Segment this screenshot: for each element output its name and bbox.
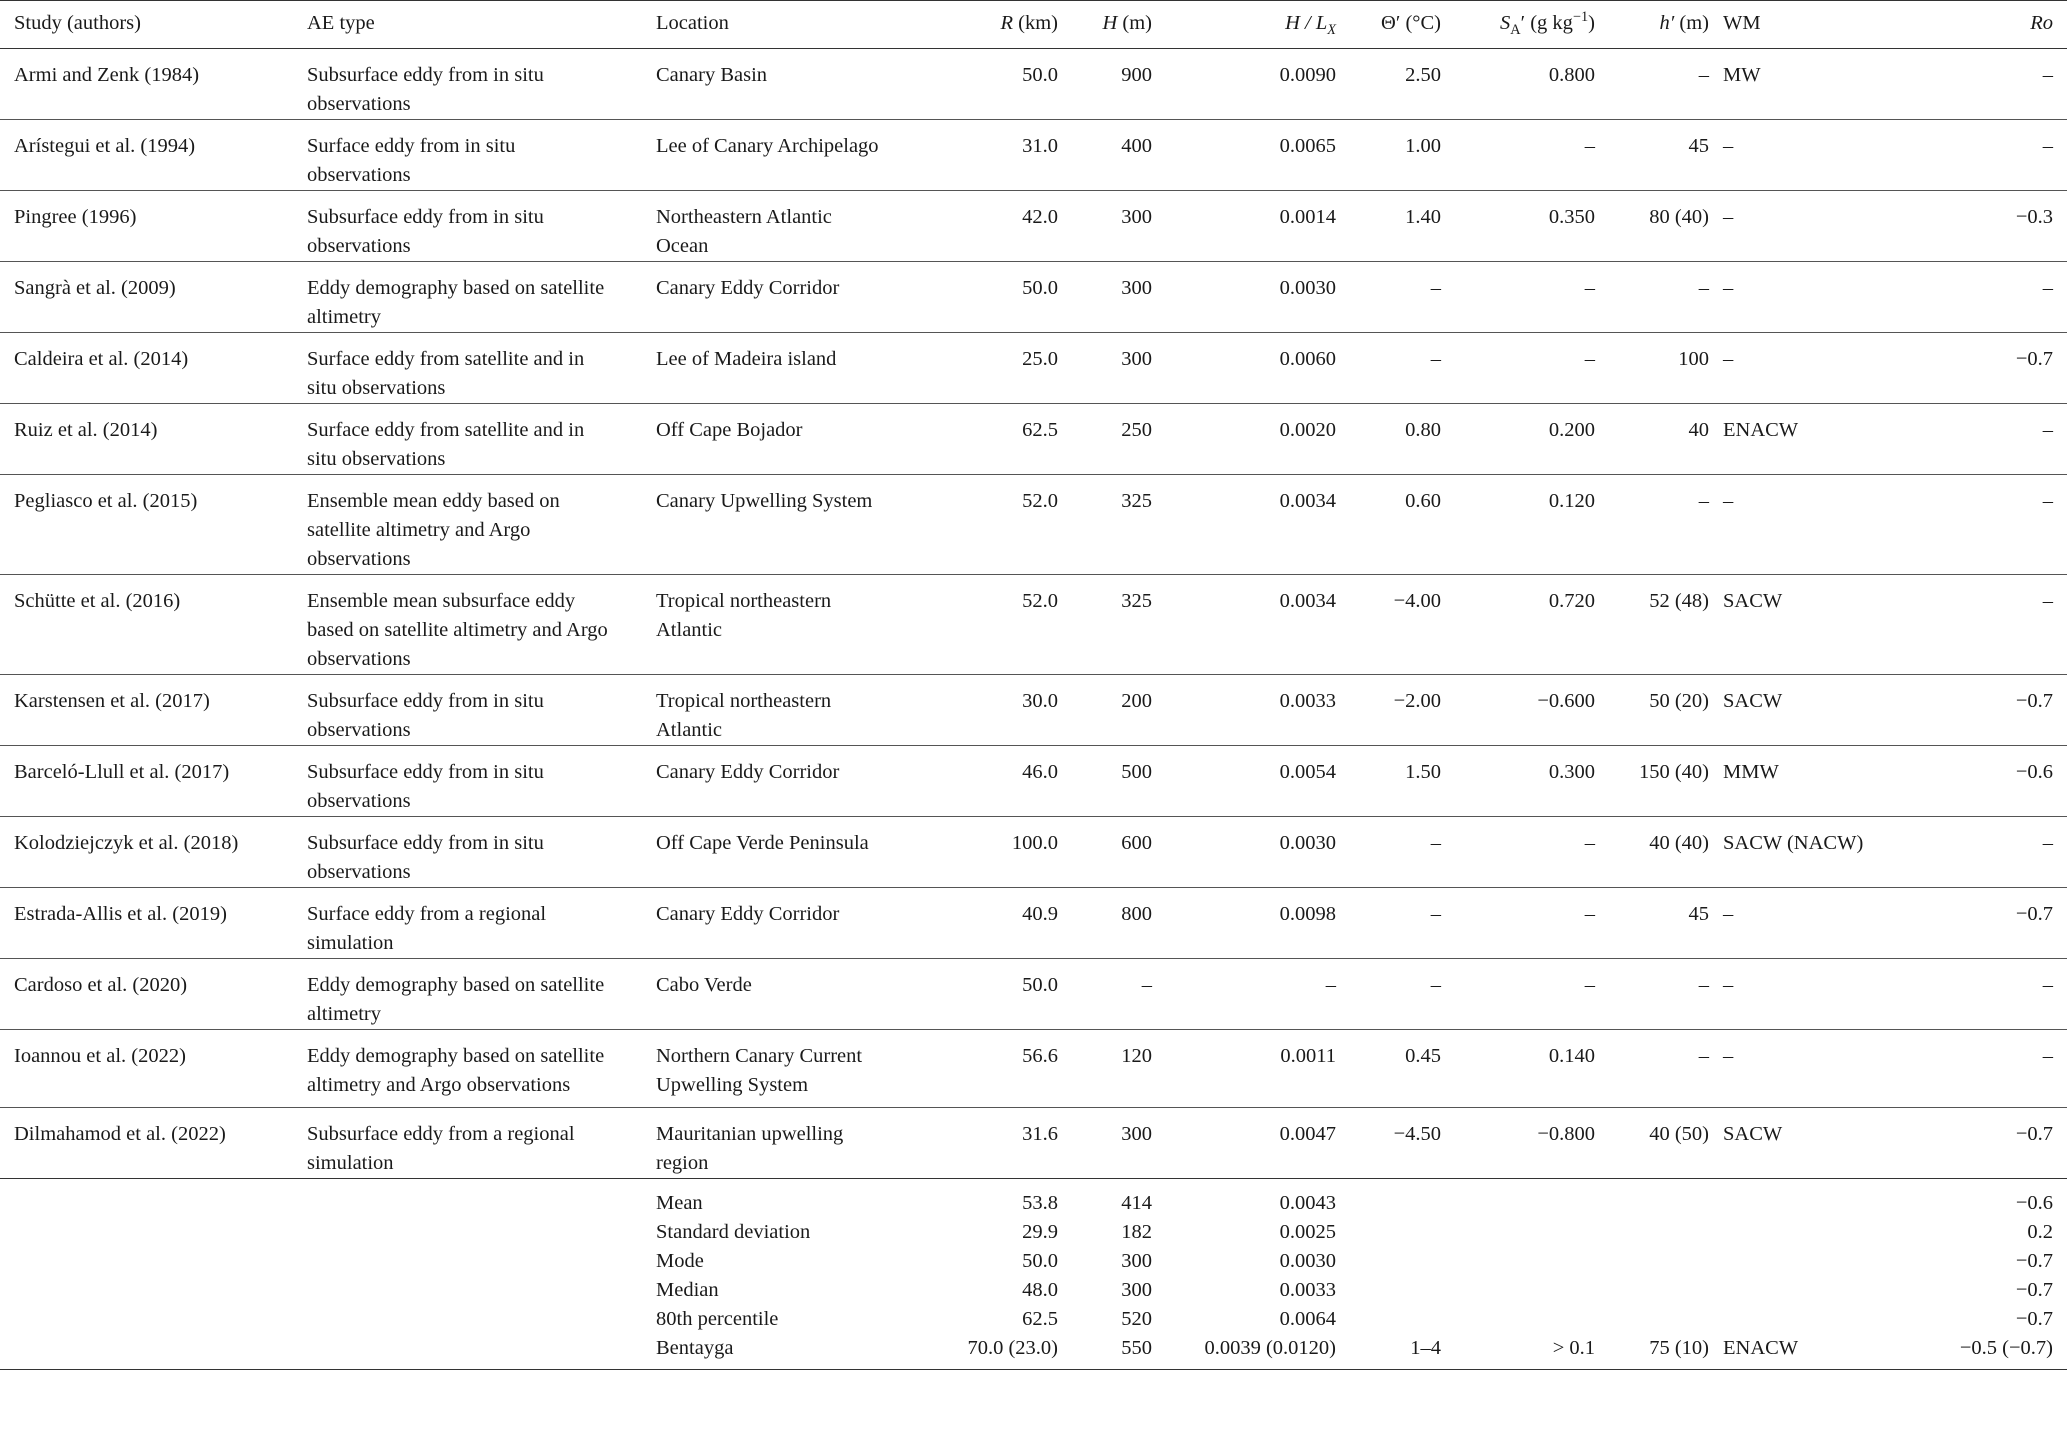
cell-study: Arístegui et al. (1994) [14, 135, 196, 157]
header-salinity: $S_A'$ (g $kg^{-1}$) [1441, 1, 1595, 49]
cell-radius: 52.0 [1022, 590, 1058, 612]
cell-theta: – [1430, 903, 1441, 925]
summary-row [0, 1179, 2067, 1219]
cell-salinity: 0.120 [1548, 490, 1595, 512]
cell-aspect-ratio: 0.0090 [1279, 64, 1336, 86]
cell-rossby: – [2042, 832, 2053, 854]
cell-salinity: 0.350 [1548, 206, 1595, 228]
cell-water-mass: SACW (NACW) [1723, 832, 1864, 854]
cell-height: 300 [1121, 1123, 1152, 1145]
cell-stat-label: Mode [656, 1250, 704, 1272]
cell-salinity: 0.300 [1548, 761, 1595, 783]
cell-blank [0, 1334, 307, 1370]
summary-row [0, 1218, 2067, 1247]
cell-aspect-ratio: 0.0030 [1279, 1250, 1336, 1272]
cell-stat-label: Bentayga [656, 1337, 734, 1359]
cell-height: 325 [1121, 590, 1152, 612]
cell-h-prime [1595, 1276, 1709, 1305]
cell-theta: 1.40 [1405, 206, 1441, 228]
table-row [0, 575, 2067, 675]
cell-theta [1336, 1247, 1441, 1276]
cell-height: 300 [1121, 206, 1152, 228]
cell-water-mass: – [1723, 490, 1734, 512]
cell-study: Sangrà et al. (2009) [14, 277, 176, 299]
cell-water-mass: SACW [1723, 590, 1783, 612]
cell-water-mass: SACW [1723, 690, 1783, 712]
table-row [0, 817, 2067, 888]
cell-ae-type: Surface eddy from a regional simulation [307, 903, 547, 954]
cell-stat-label: Mean [656, 1192, 703, 1214]
cell-rossby: −0.7 [2015, 1123, 2053, 1145]
cell-h-prime: 50 (20) [1649, 690, 1709, 712]
cell-ae-type: Surface eddy from satellite and in situ observations [307, 419, 585, 470]
table-row [0, 888, 2067, 959]
cell-radius: 53.8 [1022, 1192, 1058, 1214]
table-row [0, 1030, 2067, 1108]
cell-h-prime: 100 [1678, 348, 1709, 370]
cell-ae-type: Subsurface eddy from in situ observations [307, 832, 544, 883]
cell-rossby: – [2042, 277, 2053, 299]
cell-stat-label: Median [656, 1279, 719, 1301]
cell-radius: 40.9 [1022, 903, 1058, 925]
cell-study: Barceló-Llull et al. (2017) [14, 761, 230, 783]
cell-study: Kolodziejczyk et al. (2018) [14, 832, 239, 854]
cell-height: 300 [1121, 1279, 1152, 1301]
cell-study: Pegliasco et al. (2015) [14, 490, 198, 512]
cell-height: 550 [1121, 1337, 1152, 1359]
cell-radius: 50.0 [1022, 974, 1058, 996]
study-rows [0, 49, 2067, 1179]
cell-ae-type: Subsurface eddy from in situ observations [307, 690, 544, 741]
table-row [0, 120, 2067, 191]
cell-water-mass: ENACW [1723, 1337, 1799, 1359]
cell-location: Tropical northeastern Atlantic [656, 590, 832, 641]
cell-theta: 1–4 [1410, 1337, 1441, 1359]
cell-height: 325 [1121, 490, 1152, 512]
cell-rossby: −0.3 [2015, 206, 2053, 228]
cell-radius: 50.0 [1022, 64, 1058, 86]
table-row [0, 191, 2067, 262]
cell-location: Mauritanian upwelling region [656, 1123, 844, 1174]
cell-salinity: 0.720 [1548, 590, 1595, 612]
cell-study: Pingree (1996) [14, 206, 137, 228]
cell-h-prime: – [1698, 490, 1709, 512]
cell-study: Armi and Zenk (1984) [14, 64, 200, 86]
cell-study: Estrada-Allis et al. (2019) [14, 903, 227, 925]
cell-salinity: −0.800 [1537, 1123, 1595, 1145]
cell-radius: 70.0 (23.0) [967, 1337, 1058, 1359]
cell-theta: 1.50 [1405, 761, 1441, 783]
cell-rossby: – [2042, 135, 2053, 157]
cell-ae-type: Subsurface eddy from a regional simulation [307, 1123, 575, 1174]
cell-theta [1336, 1218, 1441, 1247]
cell-water-mass: – [1723, 135, 1734, 157]
table-row [0, 675, 2067, 746]
header-water-mass: WM [1709, 1, 1867, 49]
cell-theta: −2.00 [1393, 690, 1441, 712]
cell-aspect-ratio: 0.0033 [1279, 1279, 1336, 1301]
cell-blank [0, 1247, 307, 1276]
cell-location: Canary Upwelling System [656, 490, 873, 512]
cell-blank [307, 1305, 656, 1334]
cell-ae-type: Ensemble mean eddy based on satellite altimetry and Argo observations [307, 490, 560, 570]
cell-theta: 0.60 [1405, 490, 1441, 512]
cell-salinity: – [1584, 974, 1595, 996]
cell-water-mass: – [1723, 1045, 1734, 1067]
cell-height: 400 [1121, 135, 1152, 157]
cell-theta [1336, 1179, 1441, 1219]
cell-rossby: – [2042, 64, 2053, 86]
cell-radius: 62.5 [1022, 419, 1058, 441]
cell-blank [307, 1276, 656, 1305]
cell-blank [0, 1276, 307, 1305]
cell-radius: 52.0 [1022, 490, 1058, 512]
cell-aspect-ratio: 0.0014 [1279, 206, 1336, 228]
cell-aspect-ratio: 0.0098 [1279, 903, 1336, 925]
cell-water-mass: – [1723, 277, 1734, 299]
cell-height: 300 [1121, 277, 1152, 299]
cell-height: 250 [1121, 419, 1152, 441]
cell-radius: 100.0 [1011, 832, 1058, 854]
cell-location: Canary Basin [656, 64, 768, 86]
cell-radius: 29.9 [1022, 1221, 1058, 1243]
cell-rossby: −0.7 [2015, 1308, 2053, 1330]
cell-height: – [1141, 974, 1152, 996]
cell-theta: 0.45 [1405, 1045, 1441, 1067]
cell-h-prime: 80 (40) [1649, 206, 1709, 228]
cell-stat-label: 80th percentile [656, 1308, 779, 1330]
cell-blank [307, 1334, 656, 1370]
cell-aspect-ratio: 0.0039 (0.0120) [1204, 1337, 1336, 1359]
table-row [0, 262, 2067, 333]
cell-rossby: – [2042, 490, 2053, 512]
cell-radius: 30.0 [1022, 690, 1058, 712]
cell-location: Lee of Canary Archipelago [656, 135, 879, 157]
cell-h-prime: 150 (40) [1638, 761, 1709, 783]
cell-height: 200 [1121, 690, 1152, 712]
cell-h-prime: 45 [1688, 903, 1709, 925]
cell-study: Schütte et al. (2016) [14, 590, 181, 612]
cell-ae-type: Subsurface eddy from in situ observations [307, 206, 544, 257]
cell-blank [307, 1179, 656, 1219]
cell-height: 900 [1121, 64, 1152, 86]
cell-height: 800 [1121, 903, 1152, 925]
header-h-prime: h′ (m) [1595, 1, 1709, 49]
cell-salinity [1441, 1218, 1595, 1247]
cell-study: Dilmahamod et al. (2022) [14, 1123, 226, 1145]
cell-h-prime: – [1698, 277, 1709, 299]
header-rossby: Ro [1867, 1, 2067, 49]
cell-aspect-ratio: 0.0047 [1279, 1123, 1336, 1145]
header-aspect-ratio: H / $L_X$ [1152, 1, 1336, 49]
cell-height: 300 [1121, 1250, 1152, 1272]
summary-row [0, 1334, 2067, 1370]
cell-location: Northern Canary Current Upwelling System [656, 1045, 863, 1096]
cell-rossby: – [2042, 419, 2053, 441]
cell-salinity: 0.800 [1548, 64, 1595, 86]
cell-water-mass [1709, 1276, 1867, 1305]
header-ae-type: AE type [307, 1, 656, 49]
cell-h-prime [1595, 1218, 1709, 1247]
cell-rossby: – [2042, 590, 2053, 612]
cell-aspect-ratio: – [1325, 974, 1336, 996]
cell-water-mass: – [1723, 206, 1734, 228]
cell-ae-type: Subsurface eddy from in situ observations [307, 64, 544, 115]
cell-aspect-ratio: 0.0060 [1279, 348, 1336, 370]
cell-h-prime: – [1698, 974, 1709, 996]
cell-study: Ruiz et al. (2014) [14, 419, 158, 441]
table-row [0, 475, 2067, 575]
header-radius: R (km) [922, 1, 1058, 49]
cell-aspect-ratio: 0.0030 [1279, 832, 1336, 854]
cell-h-prime [1595, 1179, 1709, 1219]
cell-study: Cardoso et al. (2020) [14, 974, 188, 996]
cell-rossby: – [2042, 1045, 2053, 1067]
cell-aspect-ratio: 0.0034 [1279, 490, 1336, 512]
cell-rossby: −0.7 [2015, 348, 2053, 370]
cell-location: Tropical northeastern Atlantic [656, 690, 832, 741]
cell-radius: 62.5 [1022, 1308, 1058, 1330]
cell-blank [0, 1305, 307, 1334]
cell-ae-type: Eddy demography based on satellite altimetry [307, 277, 605, 328]
cell-water-mass [1709, 1305, 1867, 1334]
cell-radius: 50.0 [1022, 1250, 1058, 1272]
cell-salinity [1441, 1276, 1595, 1305]
cell-rossby: −0.7 [2015, 903, 2053, 925]
cell-blank [0, 1218, 307, 1247]
cell-h-prime: 40 (50) [1649, 1123, 1709, 1145]
cell-salinity [1441, 1305, 1595, 1334]
cell-aspect-ratio: 0.0025 [1279, 1221, 1336, 1243]
cell-aspect-ratio: 0.0054 [1279, 761, 1336, 783]
cell-salinity: – [1584, 135, 1595, 157]
cell-theta [1336, 1305, 1441, 1334]
cell-theta: 1.00 [1405, 135, 1441, 157]
table-row [0, 746, 2067, 817]
cell-rossby: −0.7 [2015, 690, 2053, 712]
table-row [0, 1108, 2067, 1179]
cell-radius: 56.6 [1022, 1045, 1058, 1067]
cell-rossby: −0.5 (−0.7) [1959, 1337, 2053, 1359]
header-theta: Θ′ (°C) [1336, 1, 1441, 49]
cell-water-mass [1709, 1218, 1867, 1247]
cell-aspect-ratio: 0.0043 [1279, 1192, 1336, 1214]
cell-location: Northeastern Atlantic Ocean [656, 206, 832, 257]
cell-aspect-ratio: 0.0011 [1280, 1045, 1336, 1067]
cell-radius: 46.0 [1022, 761, 1058, 783]
cell-h-prime: – [1698, 1045, 1709, 1067]
header-row [0, 1, 2067, 49]
cell-aspect-ratio: 0.0033 [1279, 690, 1336, 712]
cell-location: Canary Eddy Corridor [656, 761, 840, 783]
cell-ae-type: Eddy demography based on satellite altimetry and Argo observations [307, 1045, 605, 1096]
cell-h-prime [1595, 1247, 1709, 1276]
table-row [0, 49, 2067, 120]
cell-rossby: −0.6 [2015, 761, 2053, 783]
cell-ae-type: Ensemble mean subsurface eddy based on satellite altimetry and Argo observations [307, 590, 608, 670]
summary-row [0, 1276, 2067, 1305]
cell-theta: – [1430, 348, 1441, 370]
cell-location: Off Cape Bojador [656, 419, 803, 441]
cell-h-prime: – [1698, 64, 1709, 86]
cell-ae-type: Eddy demography based on satellite altimetry [307, 974, 605, 1025]
cell-study: Karstensen et al. (2017) [14, 690, 210, 712]
cell-water-mass: ENACW [1723, 419, 1799, 441]
summary-rows [0, 1179, 2067, 1370]
cell-height: 120 [1121, 1045, 1152, 1067]
cell-h-prime: 40 (40) [1649, 832, 1709, 854]
cell-theta [1336, 1276, 1441, 1305]
header-location: Location [656, 1, 922, 49]
cell-ae-type: Subsurface eddy from in situ observations [307, 761, 544, 812]
cell-radius: 31.0 [1022, 135, 1058, 157]
cell-water-mass: MMW [1723, 761, 1779, 783]
cell-height: 500 [1121, 761, 1152, 783]
cell-salinity: – [1584, 277, 1595, 299]
cell-theta: – [1430, 974, 1441, 996]
cell-radius: 31.6 [1022, 1123, 1058, 1145]
cell-height: 414 [1121, 1192, 1152, 1214]
cell-theta: −4.50 [1393, 1123, 1441, 1145]
cell-theta: 0.80 [1405, 419, 1441, 441]
cell-water-mass: – [1723, 348, 1734, 370]
cell-aspect-ratio: 0.0020 [1279, 419, 1336, 441]
summary-row [0, 1305, 2067, 1334]
cell-aspect-ratio: 0.0064 [1279, 1308, 1336, 1330]
cell-rossby: 0.2 [2027, 1221, 2053, 1243]
cell-theta: −4.00 [1393, 590, 1441, 612]
cell-radius: 25.0 [1022, 348, 1058, 370]
cell-rossby: −0.6 [2015, 1192, 2053, 1214]
cell-theta: – [1430, 277, 1441, 299]
table-row [0, 959, 2067, 1030]
cell-aspect-ratio: 0.0065 [1279, 135, 1336, 157]
cell-height: 182 [1121, 1221, 1152, 1243]
cell-study: Ioannou et al. (2022) [14, 1045, 186, 1067]
cell-stat-label: Standard deviation [656, 1221, 811, 1243]
cell-radius: 50.0 [1022, 277, 1058, 299]
cell-rossby: – [2042, 974, 2053, 996]
cell-h-prime: 40 [1688, 419, 1709, 441]
cell-h-prime [1595, 1305, 1709, 1334]
cell-salinity: 0.200 [1548, 419, 1595, 441]
cell-water-mass: MW [1723, 64, 1761, 86]
cell-radius: 42.0 [1022, 206, 1058, 228]
cell-theta: – [1430, 832, 1441, 854]
cell-water-mass: SACW [1723, 1123, 1783, 1145]
cell-h-prime: 52 (48) [1649, 590, 1709, 612]
cell-salinity [1441, 1179, 1595, 1219]
cell-height: 300 [1121, 348, 1152, 370]
cell-h-prime: 45 [1688, 135, 1709, 157]
cell-salinity [1441, 1247, 1595, 1276]
cell-blank [0, 1179, 307, 1219]
cell-height: 520 [1121, 1308, 1152, 1330]
cell-blank [307, 1247, 656, 1276]
cell-aspect-ratio: 0.0034 [1279, 590, 1336, 612]
cell-salinity: – [1584, 348, 1595, 370]
cell-salinity: −0.600 [1537, 690, 1595, 712]
cell-height: 600 [1121, 832, 1152, 854]
cell-theta: 2.50 [1405, 64, 1441, 86]
cell-location: Cabo Verde [656, 974, 752, 996]
cell-salinity: > 0.1 [1552, 1337, 1595, 1359]
cell-location: Off Cape Verde Peninsula [656, 832, 869, 854]
cell-salinity: – [1584, 832, 1595, 854]
table-row [0, 333, 2067, 404]
header-height: H (m) [1058, 1, 1152, 49]
summary-row [0, 1247, 2067, 1276]
cell-water-mass: – [1723, 903, 1734, 925]
cell-ae-type: Surface eddy from satellite and in situ observations [307, 348, 585, 399]
cell-radius: 48.0 [1022, 1279, 1058, 1301]
cell-blank [307, 1218, 656, 1247]
cell-aspect-ratio: 0.0030 [1279, 277, 1336, 299]
cell-water-mass [1709, 1179, 1867, 1219]
cell-location: Lee of Madeira island [656, 348, 837, 370]
cell-location: Canary Eddy Corridor [656, 277, 840, 299]
cell-h-prime: 75 (10) [1649, 1337, 1709, 1359]
cell-water-mass [1709, 1247, 1867, 1276]
cell-salinity: – [1584, 903, 1595, 925]
cell-salinity: 0.140 [1548, 1045, 1595, 1067]
cell-water-mass: – [1723, 974, 1734, 996]
header-study: Study (authors) [0, 1, 307, 49]
table-row [0, 404, 2067, 475]
cell-ae-type: Surface eddy from in situ observations [307, 135, 516, 186]
cell-rossby: −0.7 [2015, 1250, 2053, 1272]
cell-study: Caldeira et al. (2014) [14, 348, 189, 370]
cell-rossby: −0.7 [2015, 1279, 2053, 1301]
cell-location: Canary Eddy Corridor [656, 903, 840, 925]
